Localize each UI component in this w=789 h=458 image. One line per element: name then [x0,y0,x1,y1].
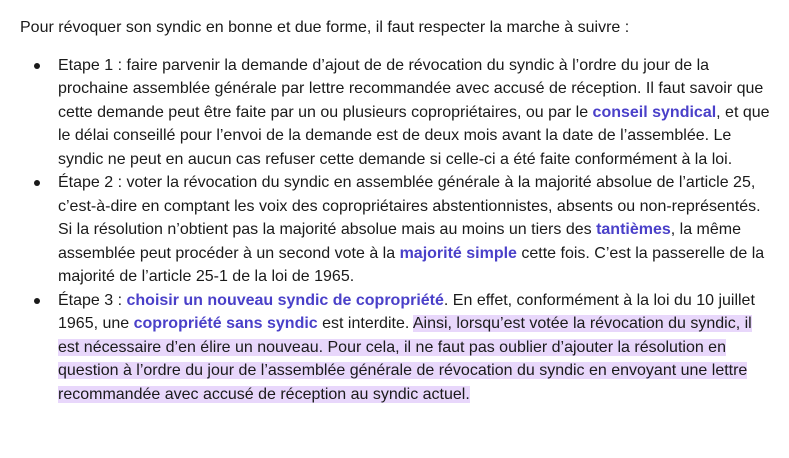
list-item-step-2 [58,171,770,289]
list-item-step-3 [58,289,770,407]
highlighted-text: Ainsi, lorsqu’est votée la révocation du syndic, il est nécessaire d’en élire un nouveau. Pour cela, il ne faut pas oublier d’ajouter la résolution en question à l’ordre du jour de l’assemblée générale de révocation du syndic en envoyant une lettre recommandée avec accusé de réception au syndic actuel. [58,315,752,403]
bullet-icon [34,180,40,186]
link-conseil-syndical[interactable]: conseil syndical [592,103,717,121]
step-text: , la même assemblée peut procéder à un second vote à la [58,221,742,262]
step-text: , et que le délai conseillé pour l’envoi de la demande est de deux mois avant la date de l’assemblée. Le syndic ne peut en aucun cas refuser cette demande si celle-ci a été faite conformément à la loi. [58,103,770,168]
step-text: Étape 2 : voter la révocation du syndic en assemblée générale à la majorité absolue de l’article 25, c’est-à-dire en comptant les voix des copropriétaires abstentionnistes, absents ou non-représentés. Si la résolution n’obtient pas la majorité absolue mais au moins un tiers des [58,174,761,238]
step-text: cette fois. C’est la passerelle de la majorité de l’article 25-1 de la loi de 1965. [58,244,765,285]
article-body [20,16,770,406]
steps-list [20,54,770,407]
step-text: Etape 1 : faire parvenir la demande d’ajout de de révocation du syndic à l’ordre du jour de la prochaine assemblée générale par lettre recommandée avec accusé de réception. Il faut savoir que cette demande peut être faite par un ou plusieurs copropriétaires, ou par le [58,56,764,121]
link-tantiemes[interactable]: tantièmes [596,221,671,238]
intro-paragraph: Pour révoquer son syndic en bonne et due forme, il faut respecter la marche à suivre : [20,19,630,36]
link-majorite-simple[interactable]: majorité simple [399,244,517,262]
step-text: . En effet, conformément à la loi du 10 juillet 1965, une [58,291,755,332]
link-copropriete-sans-syndic[interactable]: copropriété sans syndic [133,315,318,332]
bullet-icon [34,63,40,69]
step-text: est interdite. [317,315,413,332]
link-choisir-nouveau-syndic[interactable]: choisir un nouveau syndic de copropriété [126,291,444,309]
list-item-step-1 [58,54,770,172]
step-text: Étape 3 : [58,291,127,309]
bullet-icon [34,298,40,304]
